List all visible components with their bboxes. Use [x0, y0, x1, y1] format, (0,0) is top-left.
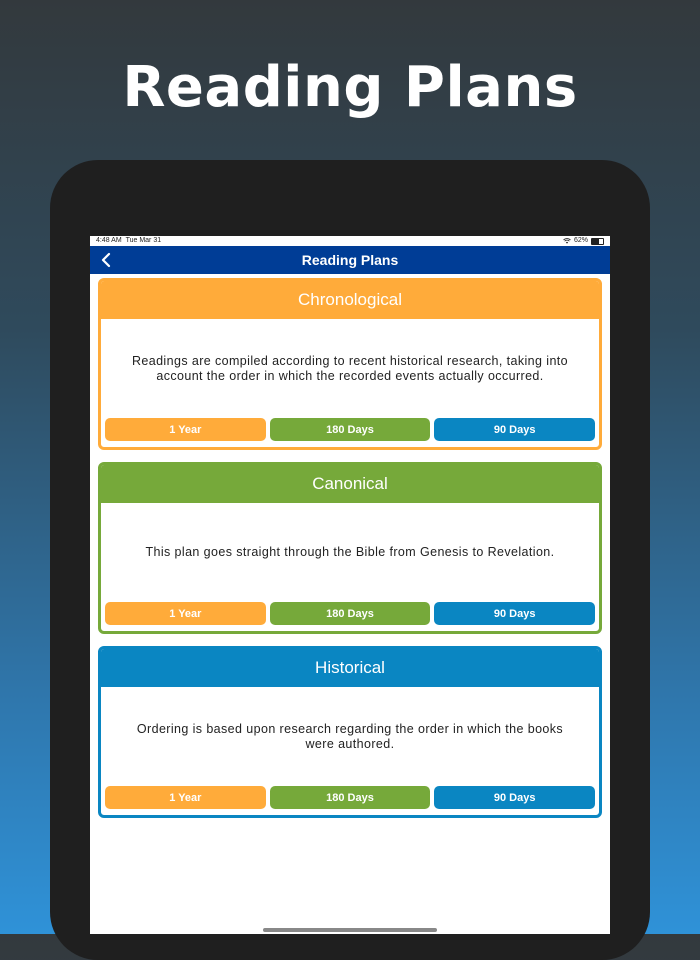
battery-percent: 62%: [573, 237, 588, 244]
back-button[interactable]: [94, 246, 118, 274]
status-bar: [90, 236, 610, 246]
plan-button-180-days[interactable]: 180 Days: [270, 602, 431, 625]
home-indicator[interactable]: [263, 928, 437, 932]
plan-card-description: Ordering is based upon research regarding the order in which the books were authored.: [136, 721, 564, 751]
plan-card-title: Historical: [101, 649, 599, 687]
status-time: 4:48 AM: [96, 237, 122, 244]
plan-button-1-year[interactable]: 1 Year: [105, 786, 266, 809]
plan-card-title: Chronological: [101, 281, 599, 319]
plan-duration-buttons: [101, 786, 599, 815]
status-indicators: [563, 236, 604, 246]
status-date: Tue Mar 31: [125, 237, 162, 244]
plan-button-1-year[interactable]: 1 Year: [105, 418, 266, 441]
plan-card-description: Readings are compiled according to recent historical research, taking into account the order in which the recorded events actually occurred.: [131, 353, 569, 383]
promo-title: Reading Plans: [122, 55, 578, 120]
battery-icon: [591, 238, 604, 245]
plan-card-title: Canonical: [101, 465, 599, 503]
plan-card-chronological: [98, 278, 602, 450]
app-screen: [90, 236, 610, 934]
plan-duration-buttons: [101, 418, 599, 447]
plan-card-historical: [98, 646, 602, 818]
plan-button-1-year[interactable]: 1 Year: [105, 602, 266, 625]
plan-card-description: This plan goes straight through the Bible from Genesis to Revelation.: [145, 545, 555, 559]
status-time-date: [96, 236, 161, 246]
plans-list: [90, 274, 610, 818]
plan-button-180-days[interactable]: 180 Days: [270, 418, 431, 441]
plan-duration-buttons: [101, 602, 599, 631]
plan-button-90-days[interactable]: 90 Days: [434, 418, 595, 441]
nav-bar: [90, 246, 610, 274]
chevron-left-icon: [101, 252, 111, 268]
plan-button-180-days[interactable]: 180 Days: [270, 786, 431, 809]
plan-button-90-days[interactable]: 90 Days: [434, 602, 595, 625]
nav-title: Reading Plans: [301, 252, 399, 268]
plan-button-90-days[interactable]: 90 Days: [434, 786, 595, 809]
wifi-icon: [563, 238, 571, 244]
plan-card-canonical: [98, 462, 602, 634]
